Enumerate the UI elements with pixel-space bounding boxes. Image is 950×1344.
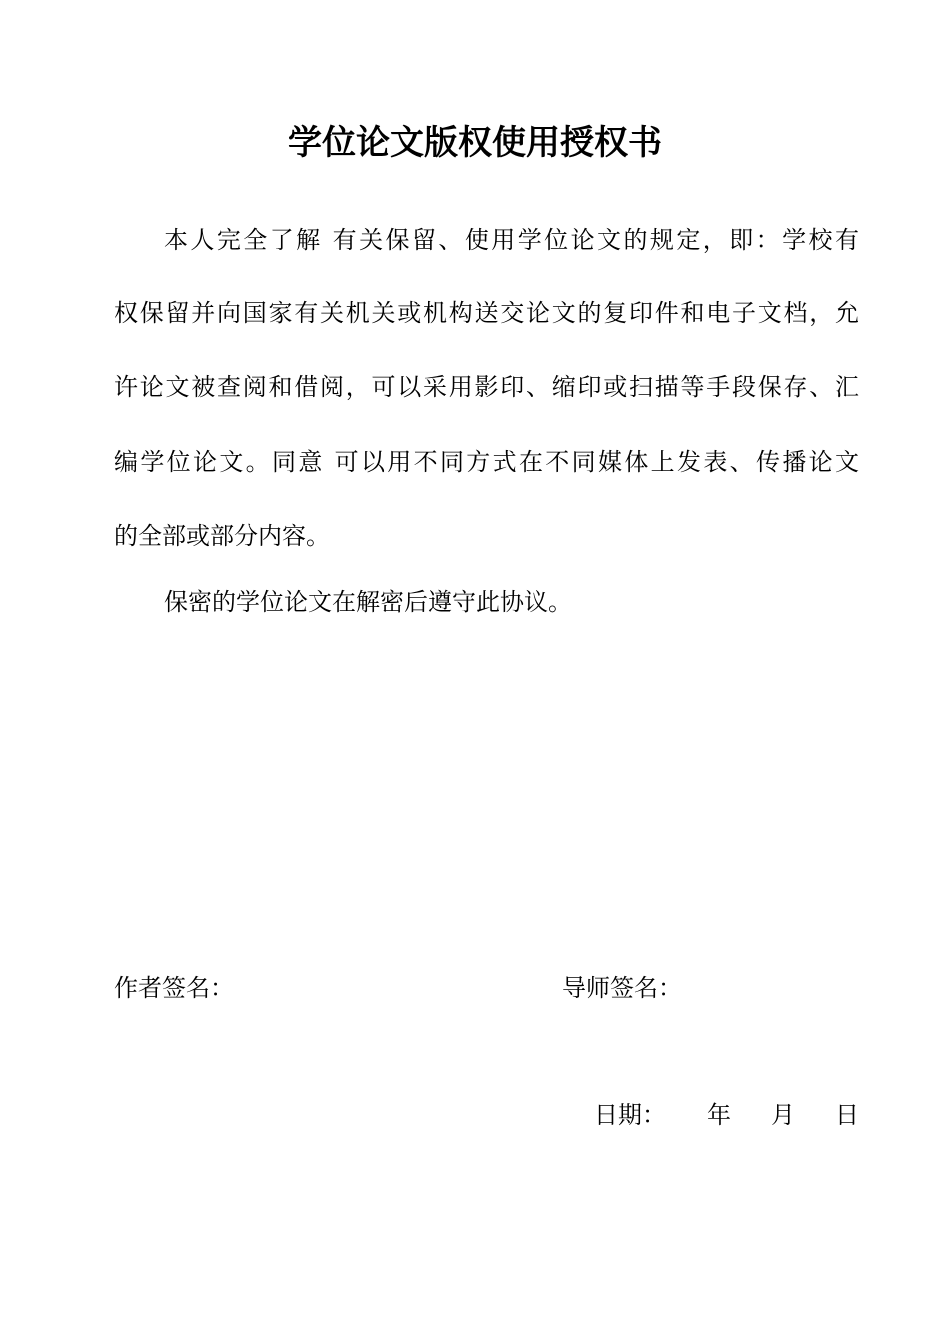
page-title: 学位论文版权使用授权书 [288,123,662,163]
author-signature-label: 作者签名： [114,974,234,1002]
paragraph-confidential: 保密的学位论文在解密后遵守此协议。 [164,588,572,616]
advisor-signature-label: 导师签名： [562,974,682,1002]
month-label: 月 [771,1101,795,1129]
paragraph-line-3: 许论文被查阅和借阅，可以采用影印、缩印或扫描等手段保存、汇 [114,373,859,401]
date-label: 日期： [594,1101,666,1129]
paragraph-line-4: 编学位论文。同意 可以用不同方式在不同媒体上发表、传播论文 [114,448,859,476]
paragraph-line-1: 本人完全了解 有关保留、使用学位论文的规定，即：学校有 [164,226,859,254]
day-label: 日 [835,1101,859,1129]
year-label: 年 [707,1101,731,1129]
paragraph-line-5: 的全部或部分内容。 [114,522,330,550]
paragraph-line-2: 权保留并向国家有关机关或机构送交论文的复印件和电子文档，允 [114,299,859,327]
